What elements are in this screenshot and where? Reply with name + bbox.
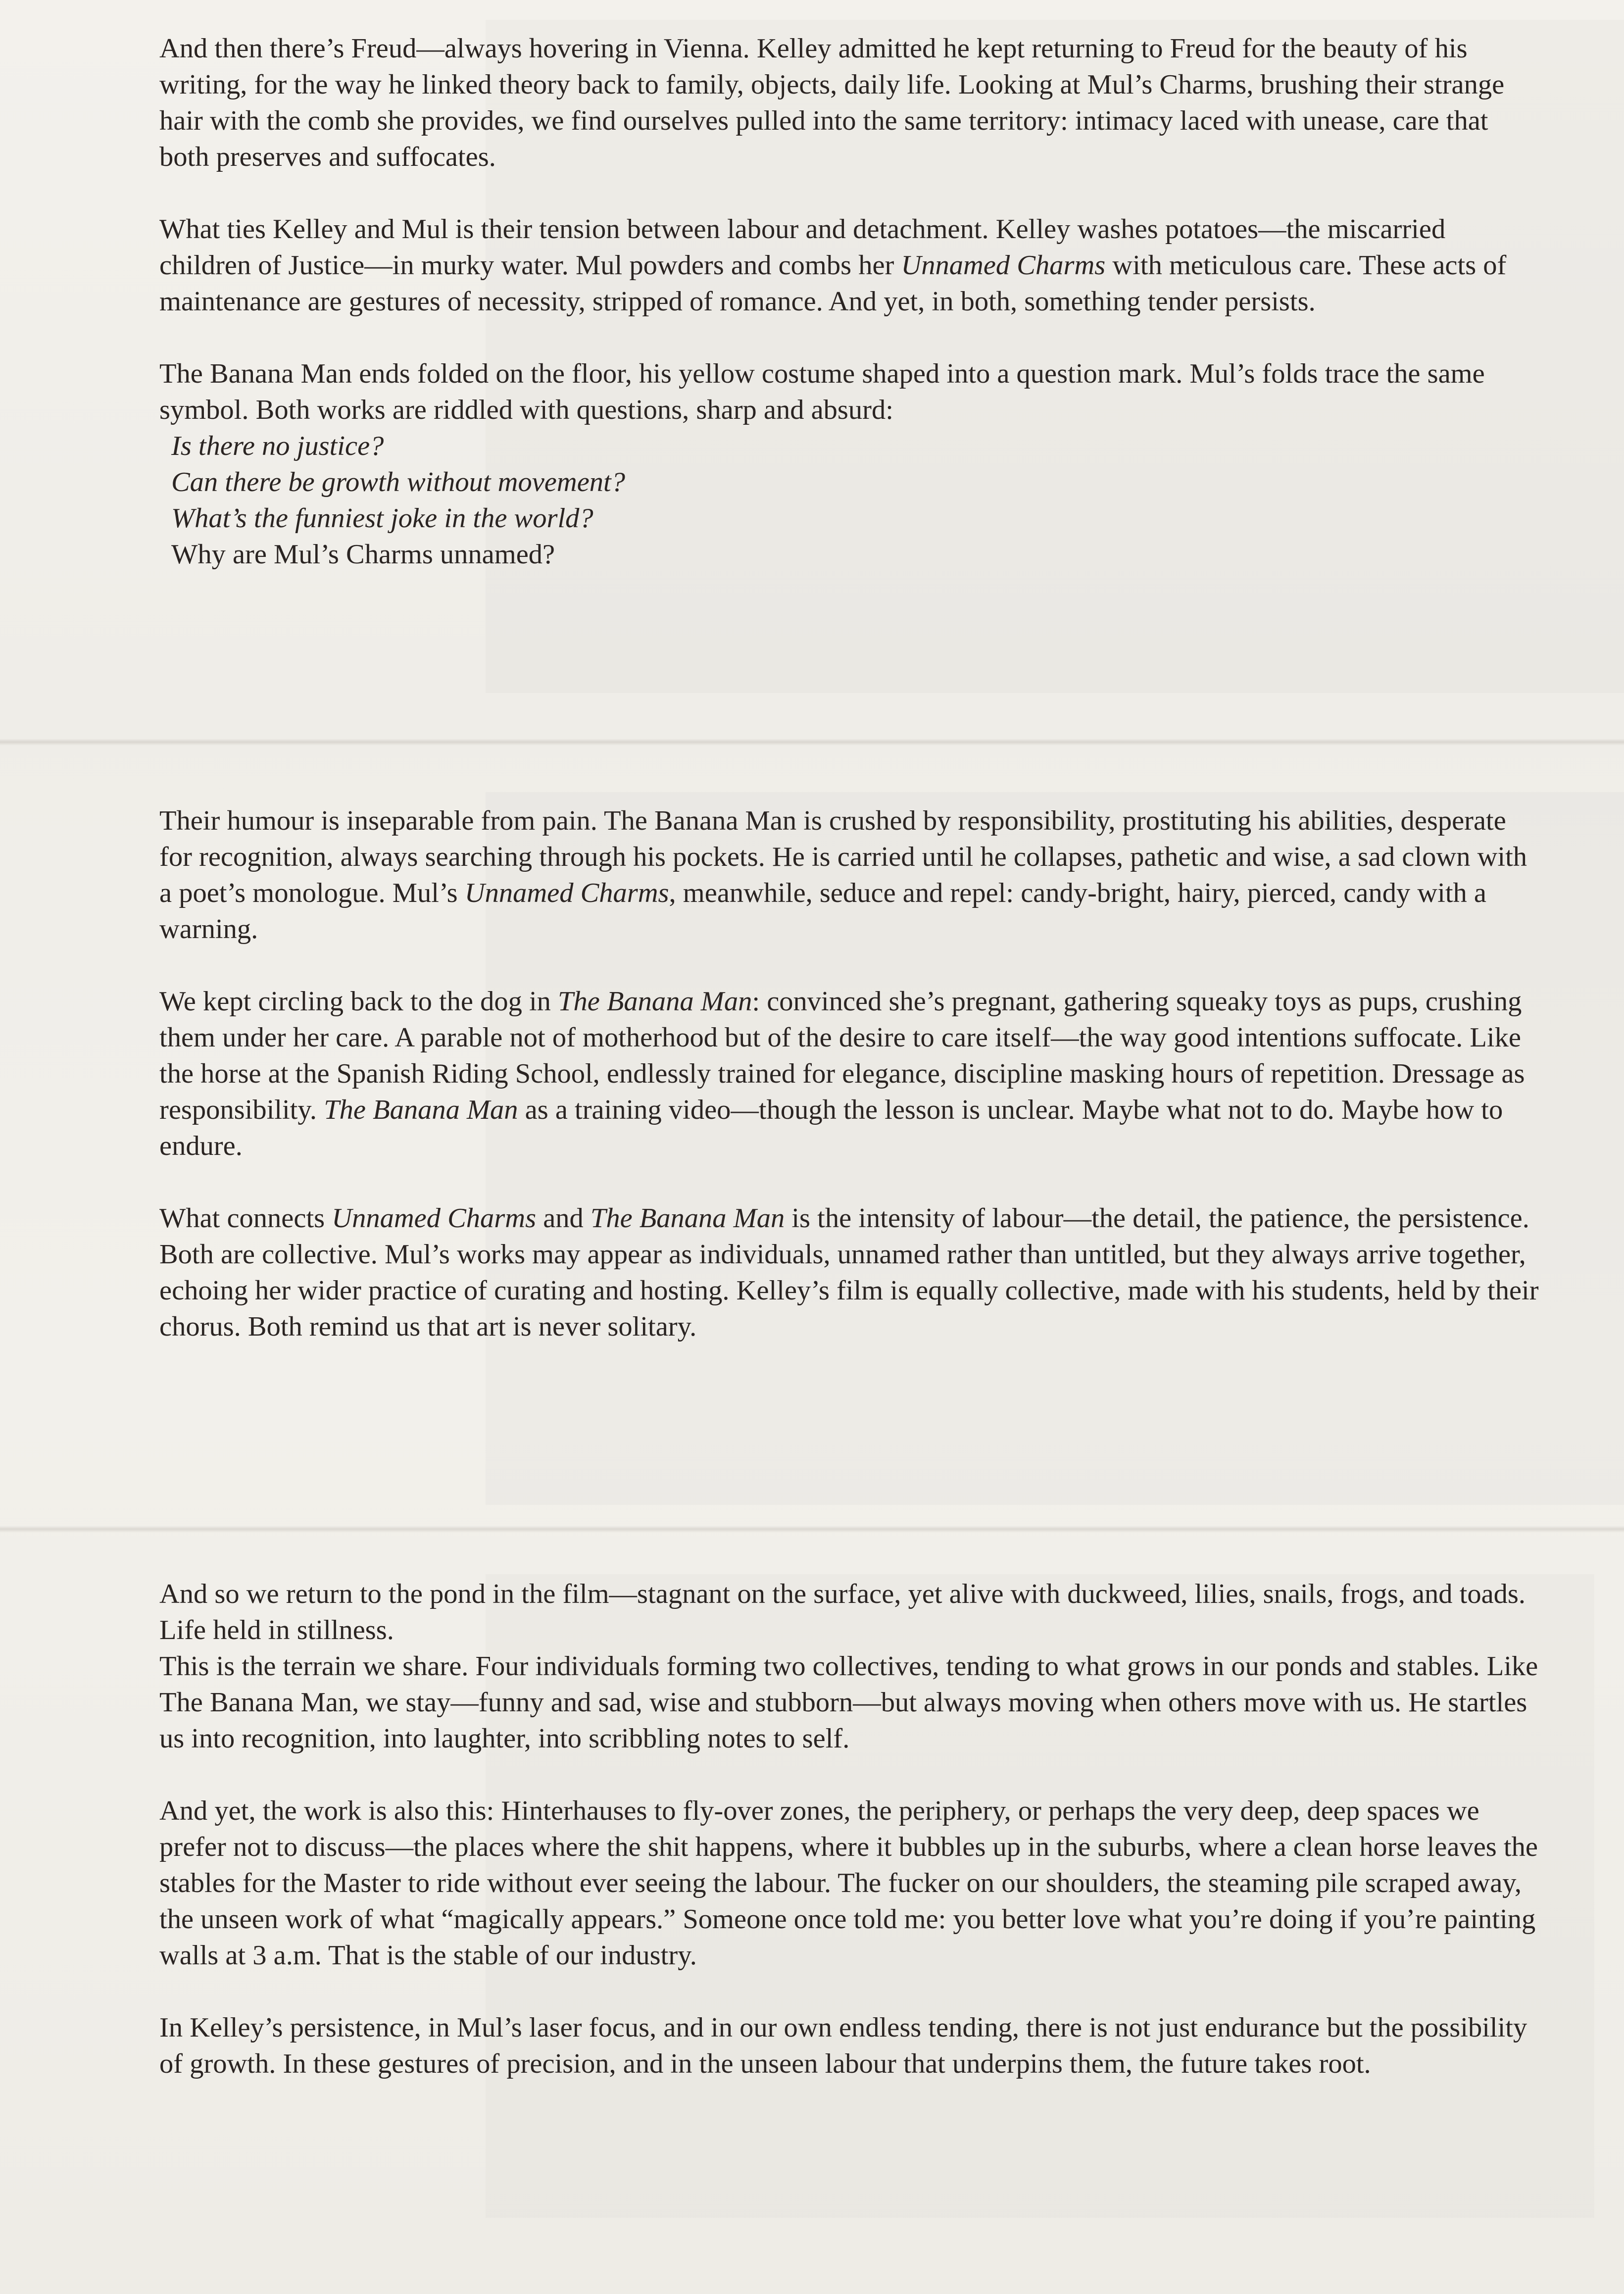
paragraph-terrain: This is the terrain we share. Four individuals forming two collectives, tending to what grows in our ponds and stables. Like The Banana Man, we stay—funny and sad, wise and stubborn—but always moving when others move with us. He startles us into recognition, into laughter, into scribbling notes to self. (159, 1651, 1538, 1754)
paragraph-hinterhauses: And yet, the work is also this: Hinterhauses to fly-over zones, the periphery, or perhaps the very deep, deep spaces we prefer not to discuss—the places where the shit happens, where it bubbles up in the suburbs, where a clean horse leaves the stables for the Master to ride without ever seeing the labour. The fucker on our shoulders, the steaming pile scraped away, the unseen work of what “magically appears.” Someone once told me: you better love what you’re doing if you’re painting walls at 3 a.m. That is the stable of our industry. (159, 1795, 1538, 1971)
title-banana-man: The Banana Man (324, 1095, 518, 1125)
paper-fold-line-upper (0, 739, 1624, 746)
question-justice: Is there no justice? (171, 431, 384, 461)
title-banana-man: The Banana Man (558, 986, 752, 1017)
title-unnamed-charms: Unnamed Charms (901, 250, 1106, 281)
section-pond (159, 1576, 1540, 2118)
paragraph-question-mark: The Banana Man ends folded on the floor, his yellow costume shaped into a question mark. Mul’s folds trace the same symbol. Both works are riddled with questions, sharp and absurd: (159, 358, 1485, 425)
paragraph-collective-labour: What connects Unnamed Charms and The Banana Man is the intensity of labour—the detail, the patience, the persistence. Both are collective. Mul’s works may appear as individuals, unnamed rather than untitled, but they always arrive together, echoing her wider practice of curating and hosting. Kelley’s film is equally collective, made with his students, held by their chorus. Both remind us that art is never solitary. (159, 1203, 1539, 1342)
title-banana-man: The Banana Man (590, 1203, 785, 1234)
paragraph-pond: And so we return to the pond in the film—stagnant on the surface, yet alive with duckweed, lilies, snails, frogs, and toads. Life held in stillness. (159, 1579, 1526, 1646)
section-humour (159, 803, 1540, 1381)
title-unnamed-charms: Unnamed Charms (464, 878, 669, 908)
title-unnamed-charms: Unnamed Charms (332, 1203, 537, 1234)
paragraph-future: In Kelley’s persistence, in Mul’s laser focus, and in our own endless tending, there is not just endurance but the possibility of growth. In these gestures of precision, and in the unseen labour that underpins them, the future takes root. (159, 2012, 1527, 2079)
question-growth: Can there be growth without movement? (171, 467, 625, 498)
paragraph-dog-parable: We kept circling back to the dog in The Banana Man: convinced she’s pregnant, gathering squeaky toys as pups, crushing them under her care. A parable not of motherhood but of the desire to care itself—the way good intentions suffocate. Like the horse at the Spanish Riding School, endlessly trained for elegance, discipline masking hours of repetition. Dressage as responsibility. The Banana Man as a training video—though the lesson is unclear. Maybe what not to do. Maybe how to endure. (159, 986, 1525, 1161)
paragraph-freud: And then there’s Freud—always hovering in Vienna. Kelley admitted he kept returning to Freud for the beauty of his writing, for the way he linked theory back to family, objects, daily life. Looking at Mul’s Charms, brushing their strange hair with the comb she provides, we find ourselves pulled into the same territory: intimacy laced with unease, care that both preserves and suffocates. (159, 33, 1505, 172)
question-charms-unnamed: Why are Mul’s Charms unnamed? (171, 539, 555, 570)
paragraph-humour-pain: Their humour is inseparable from pain. The Banana Man is crushed by responsibility, prostituting his abilities, desperate for recognition, always searching through his pockets. He is carried until he collapses, pathetic and wise, a sad clown with a poet’s monologue. Mul’s Unnamed Charms, meanwhile, seduce and repel: candy-bright, hairy, pierced, candy with a warning. (159, 805, 1527, 945)
paragraph-labour-detachment: What ties Kelley and Mul is their tension between labour and detachment. Kelley washes potatoes—the miscarried children of Justice—in murky water. Mul powders and combs her Unnamed Charms with meticulous care. These acts of maintenance are gestures of necessity, stripped of romance. And yet, in both, something tender persists. (159, 214, 1507, 317)
question-funniest-joke: What’s the funniest joke in the world? (171, 503, 593, 534)
paper-fold-line-lower (0, 1526, 1624, 1533)
section-freud (159, 31, 1540, 573)
